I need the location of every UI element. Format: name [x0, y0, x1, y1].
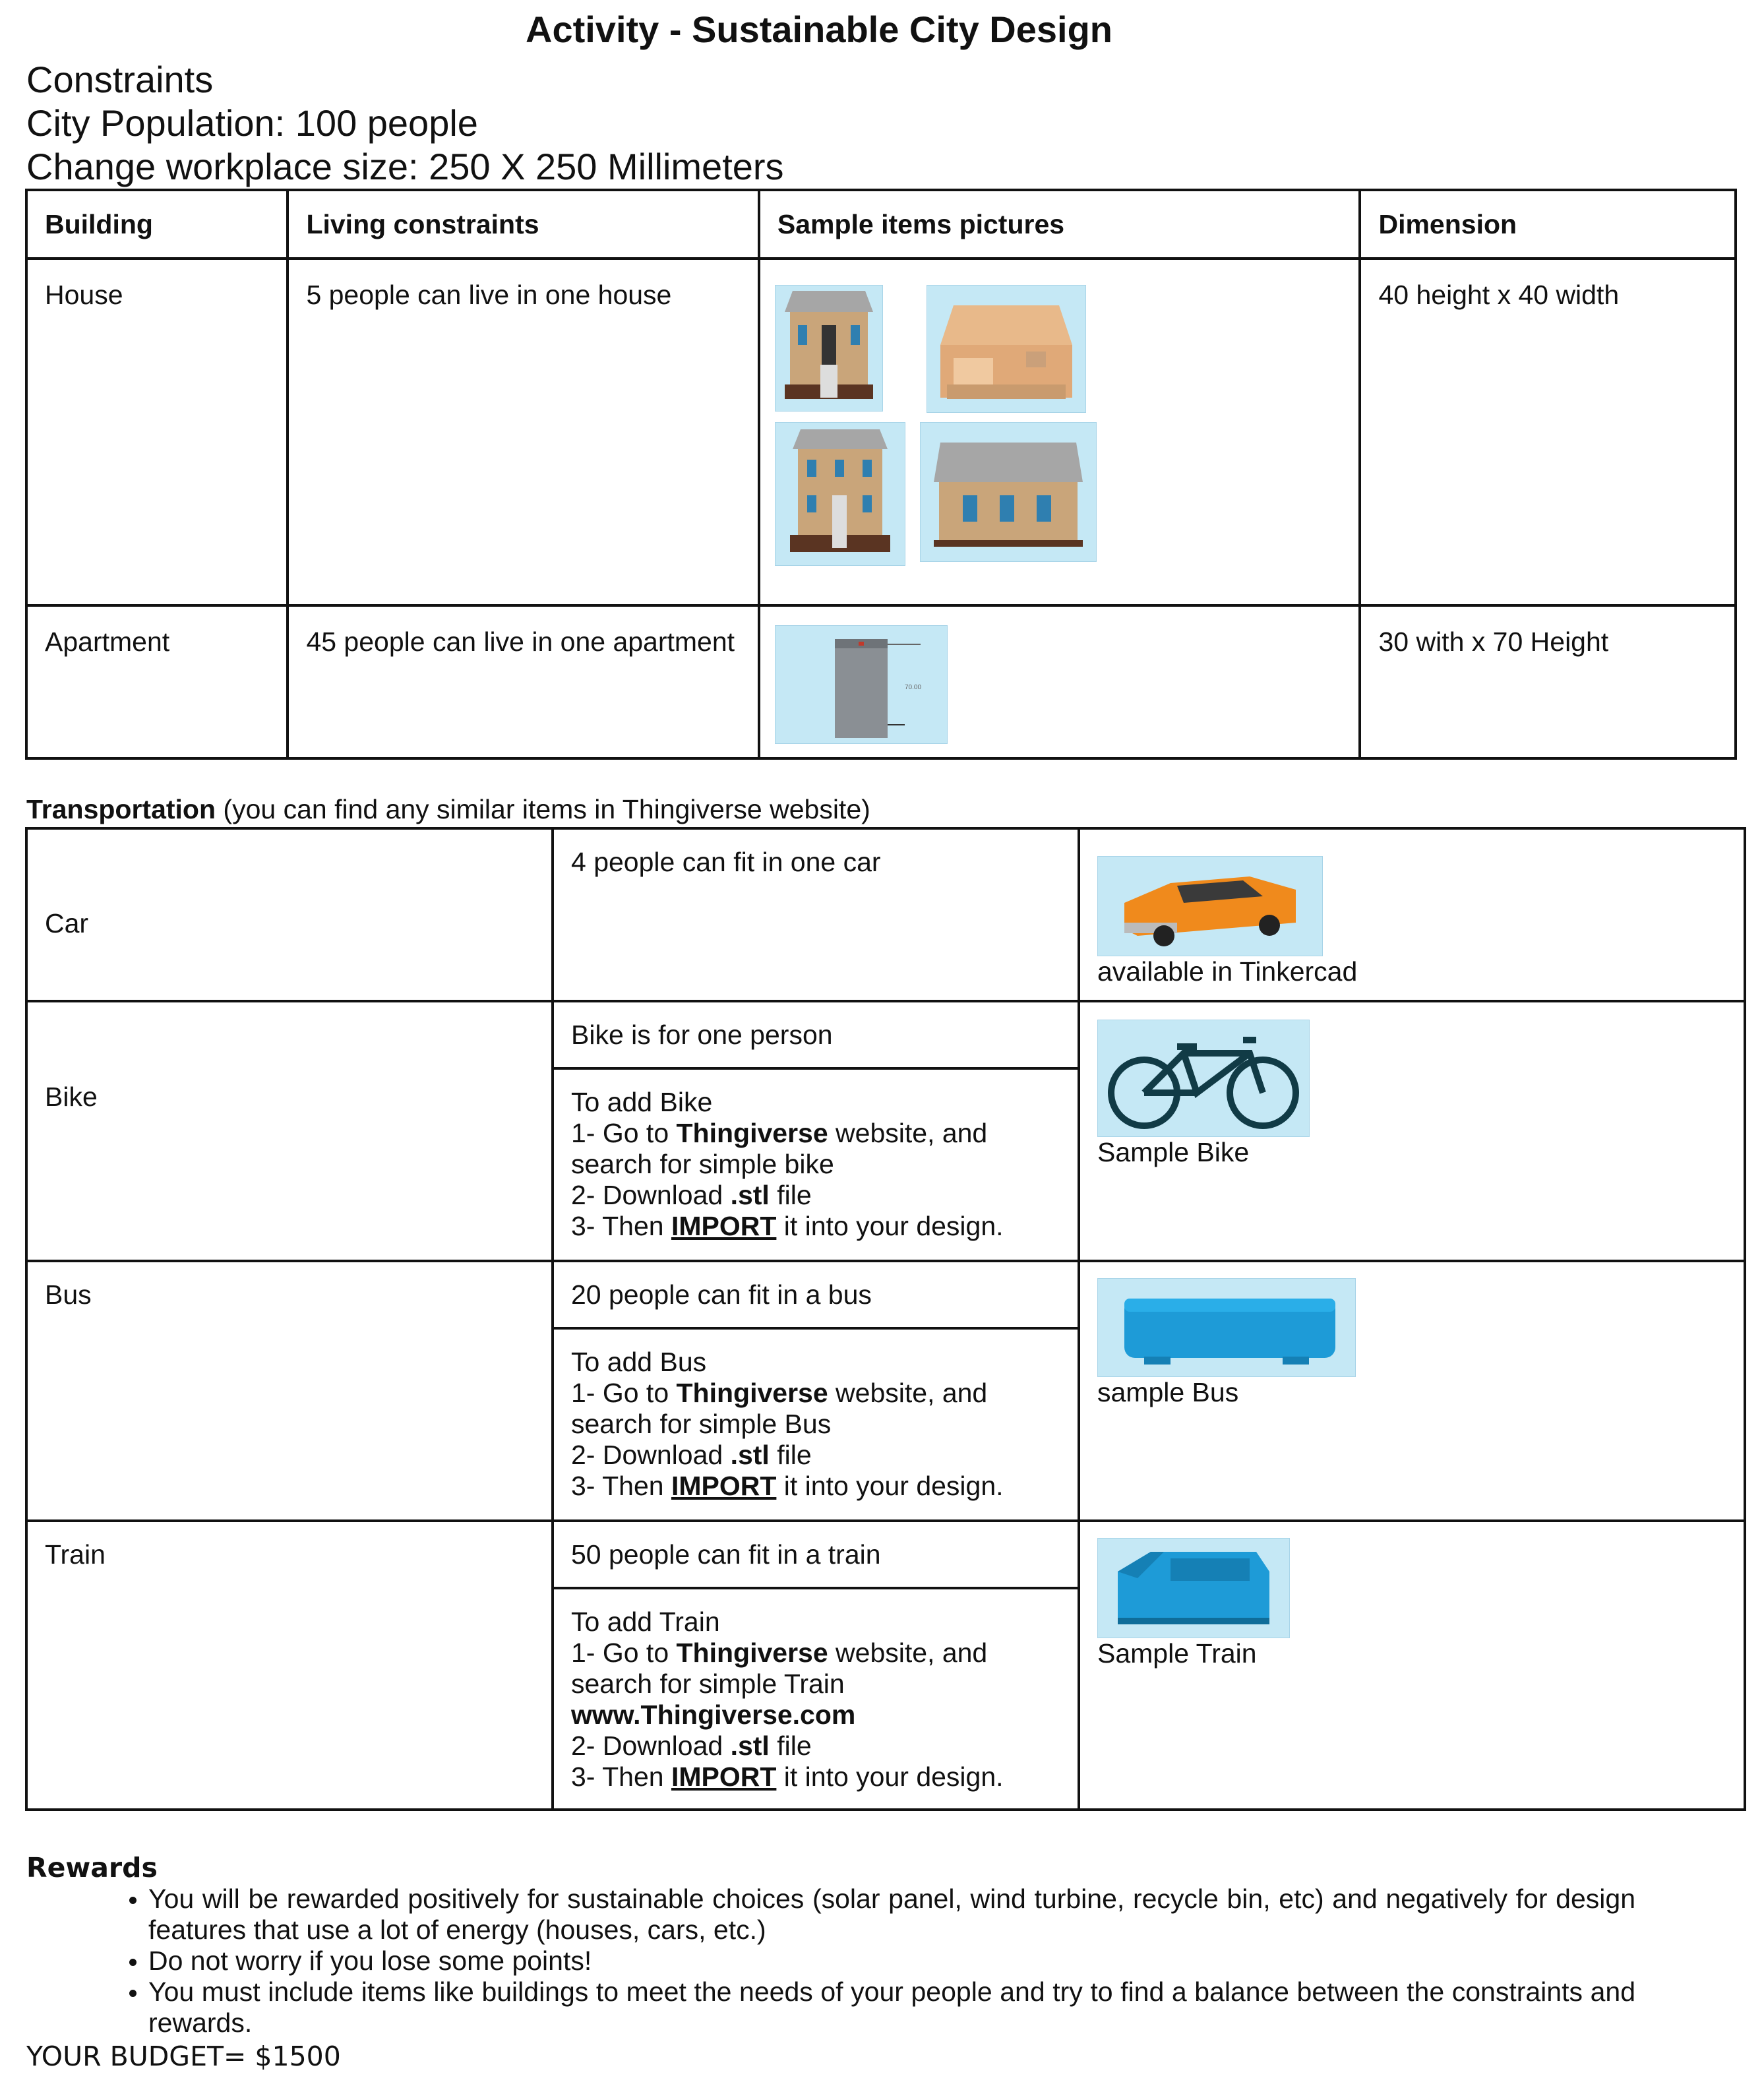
car-picture-cell [1079, 828, 1745, 1001]
transport-capacity: Bike is for one person [553, 1001, 1079, 1068]
bus-caption: sample Bus [1097, 1377, 1239, 1407]
city-population: City Population: 100 people [26, 102, 478, 144]
bike-picture-cell [1079, 1001, 1745, 1261]
table-row-bus [26, 1261, 1745, 1328]
table-row-car [26, 828, 1745, 1001]
table-row-train [26, 1521, 1745, 1588]
budget: YOUR BUDGET= $1500 [26, 2040, 341, 2072]
transportation-label [26, 794, 870, 825]
table-row-bike [26, 1001, 1745, 1068]
car-caption: available in Tinkercad [1097, 956, 1358, 987]
bus-steps: To add Bus 1- Go to Thingiverse website, and search for simple Bus 2- Download .stl file 3- Then IMPORT it into your design. [553, 1328, 1079, 1521]
list-item: • You will be rewarded positively for sustainable choices (solar panel, wind turbine, recycle bin, etc) and negatively for design features that use a lot of energy (houses, cars, etc.) [148, 1884, 1635, 1946]
house-pictures-cell [759, 259, 1360, 605]
rewards-list [26, 1884, 1635, 2039]
living-constraint: 5 people can live in one house [288, 259, 758, 605]
apartment-picture-cell [759, 605, 1360, 758]
train-caption: Sample Train [1097, 1638, 1257, 1669]
header-living-constraints: Living constraints [288, 190, 758, 259]
building-name: House [26, 259, 288, 605]
list-item: • You must include items like buildings to meet the needs of your people and try to find a balance between the constraints and rewards. [148, 1977, 1635, 2039]
dimension-readout: 70.00 [904, 684, 921, 691]
transport-mode: Bus [26, 1261, 553, 1521]
constraints-block [26, 58, 784, 189]
bike-caption: Sample Bike [1097, 1137, 1250, 1167]
transport-mode: Bike [26, 1001, 553, 1261]
car-image [1097, 856, 1323, 956]
workplace-size: Change workplace size: 250 X 250 Millimeters [26, 146, 784, 187]
living-constraint: 45 people can live in one apartment [288, 605, 758, 758]
apartment-image [775, 625, 948, 744]
list-item: • Do not worry if you lose some points! [148, 1946, 1635, 1977]
train-steps: To add Train 1- Go to Thingiverse website, and search for simple Train www.Thingiverse.com 2- Download .stl file 3- Then IMPORT it into your design. [553, 1588, 1079, 1810]
dimension: 30 with x 70 Height [1360, 605, 1736, 758]
page-title: Activity - Sustainable City Design [526, 9, 1112, 50]
house-image-2 [927, 285, 1086, 413]
transport-mode: Car [26, 828, 553, 1001]
house-image-1 [775, 285, 883, 412]
transport-mode: Train [26, 1521, 553, 1810]
bus-picture-cell [1079, 1261, 1745, 1521]
transportation-label-rest: (you can find any similar items in Thingiverse website) [216, 794, 870, 824]
train-image [1097, 1538, 1290, 1638]
header-dimension: Dimension [1360, 190, 1736, 259]
transport-capacity: 20 people can fit in a bus [553, 1261, 1079, 1328]
rewards-section [26, 1852, 1635, 2039]
buildings-table [25, 189, 1737, 760]
constraints-heading: Constraints [26, 59, 214, 100]
header-sample-pictures: Sample items pictures [759, 190, 1360, 259]
table-header-row [26, 190, 1736, 259]
transport-capacity: 50 people can fit in a train [553, 1521, 1079, 1588]
bike-image [1097, 1020, 1310, 1137]
table-row-house [26, 259, 1736, 605]
header-building: Building [26, 190, 288, 259]
train-picture-cell [1079, 1521, 1745, 1810]
dimension: 40 height x 40 width [1360, 259, 1736, 605]
transportation-label-bold: Transportation [26, 794, 216, 824]
table-row-apartment [26, 605, 1736, 758]
thingiverse-url: www.Thingiverse.com [571, 1700, 856, 1730]
bus-image [1097, 1278, 1356, 1377]
building-name: Apartment [26, 605, 288, 758]
house-image-3 [775, 422, 905, 566]
bike-steps: To add Bike 1- Go to Thingiverse website, and search for simple bike 2- Download .stl file 3- Then IMPORT it into your design. [553, 1068, 1079, 1261]
transport-capacity: 4 people can fit in one car [553, 828, 1079, 1001]
house-image-4 [920, 422, 1097, 562]
rewards-heading: Rewards [26, 1852, 158, 1884]
transportation-table [25, 827, 1746, 1811]
